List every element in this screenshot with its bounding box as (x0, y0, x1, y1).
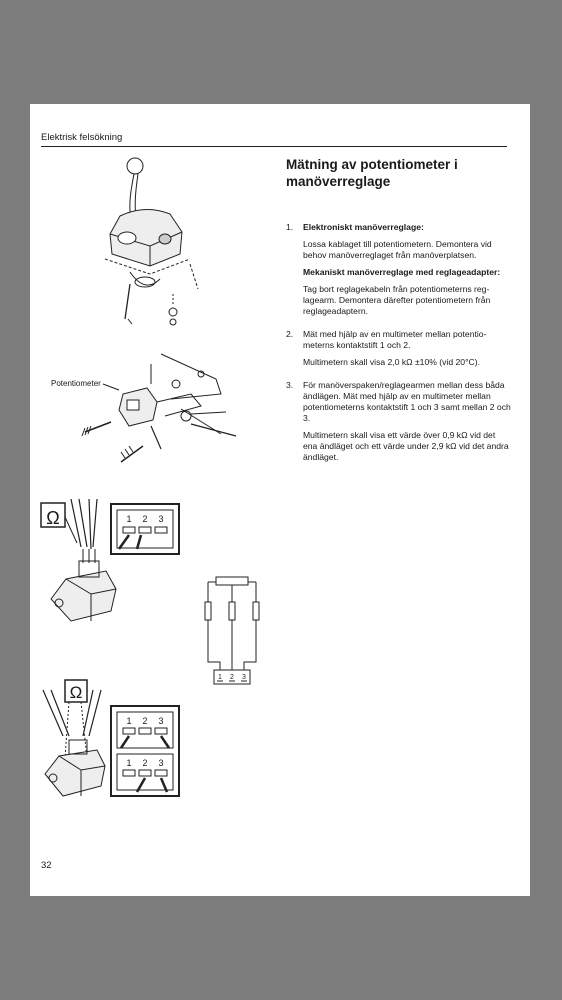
step-number: 3. (286, 380, 294, 390)
header-rule (41, 146, 507, 147)
ohm-icon: Ω (46, 508, 60, 528)
section-header: Elektrisk felsökning (41, 132, 123, 143)
step-text: För manöverspaken/reglagearmen mellan dess båda ändlägen. Mät med hjälp av en multimeter mellan potentiometerns kontaktstift 1 och 3 samt mellan 2 och 3. (303, 380, 511, 423)
pin-2-label: 2 (142, 758, 148, 768)
pin-3-label: 3 (158, 758, 164, 768)
schematic-pin-1: 1 (218, 674, 222, 681)
pin-1-label: 1 (126, 514, 132, 524)
measurement-pins-1-3-2-3-illustration (41, 678, 191, 803)
potentiometer-schematic (202, 574, 272, 689)
step-2 (286, 329, 511, 368)
potentiometer-label: Potentiometer (51, 379, 101, 388)
pin-3-label: 3 (158, 514, 164, 524)
step-heading: Elektroniskt manöverreglage: (303, 222, 424, 232)
pin-1-label: 1 (126, 716, 132, 726)
measurement-pins-1-2-illustration (41, 499, 191, 634)
ohm-icon: Ω (69, 683, 83, 702)
step-subheading: Mekaniskt manöverreglage med reglageadapter: (303, 267, 501, 277)
pin-1-label: 1 (126, 758, 132, 768)
step-number: 1. (286, 222, 294, 232)
potentiometer-mount-illustration (41, 354, 241, 466)
schematic-pin-2: 2 (230, 674, 234, 681)
procedure-steps (286, 222, 511, 475)
page-number: 32 (41, 860, 52, 871)
schematic-pin-3: 3 (242, 674, 246, 681)
manual-page (30, 104, 530, 896)
step-text: Multimetern skall visa 2,0 kΩ ±10% (vid 20°C). (303, 357, 480, 367)
page-title: Mätning av potentiometer i manöverreglage (286, 157, 458, 189)
step-1 (286, 222, 511, 317)
step-text: Multimetern skall visa ett värde över 0,9 kΩ vid det ena ändläget och ett värde under 2,9 kΩ vid det andra ändläget. (303, 430, 509, 462)
step-text: Tag bort reglagekabeln från potentiometerns reglagearm. Demontera därefter potentiometern från reglageadaptern. (303, 284, 491, 316)
step-number: 2. (286, 329, 294, 339)
step-text: Mät med hjälp av en multimeter mellan potentiometerns kontaktstift 1 och 2. (303, 329, 487, 350)
pin-2-label: 2 (142, 716, 148, 726)
step-text: Lossa kablaget till potentiometern. Demontera vid behov manöverreglaget från manöverplatsen. (303, 239, 492, 260)
control-lever-illustration (90, 154, 210, 334)
pin-2-label: 2 (142, 514, 148, 524)
pin-3-label: 3 (158, 716, 164, 726)
step-3 (286, 380, 511, 463)
